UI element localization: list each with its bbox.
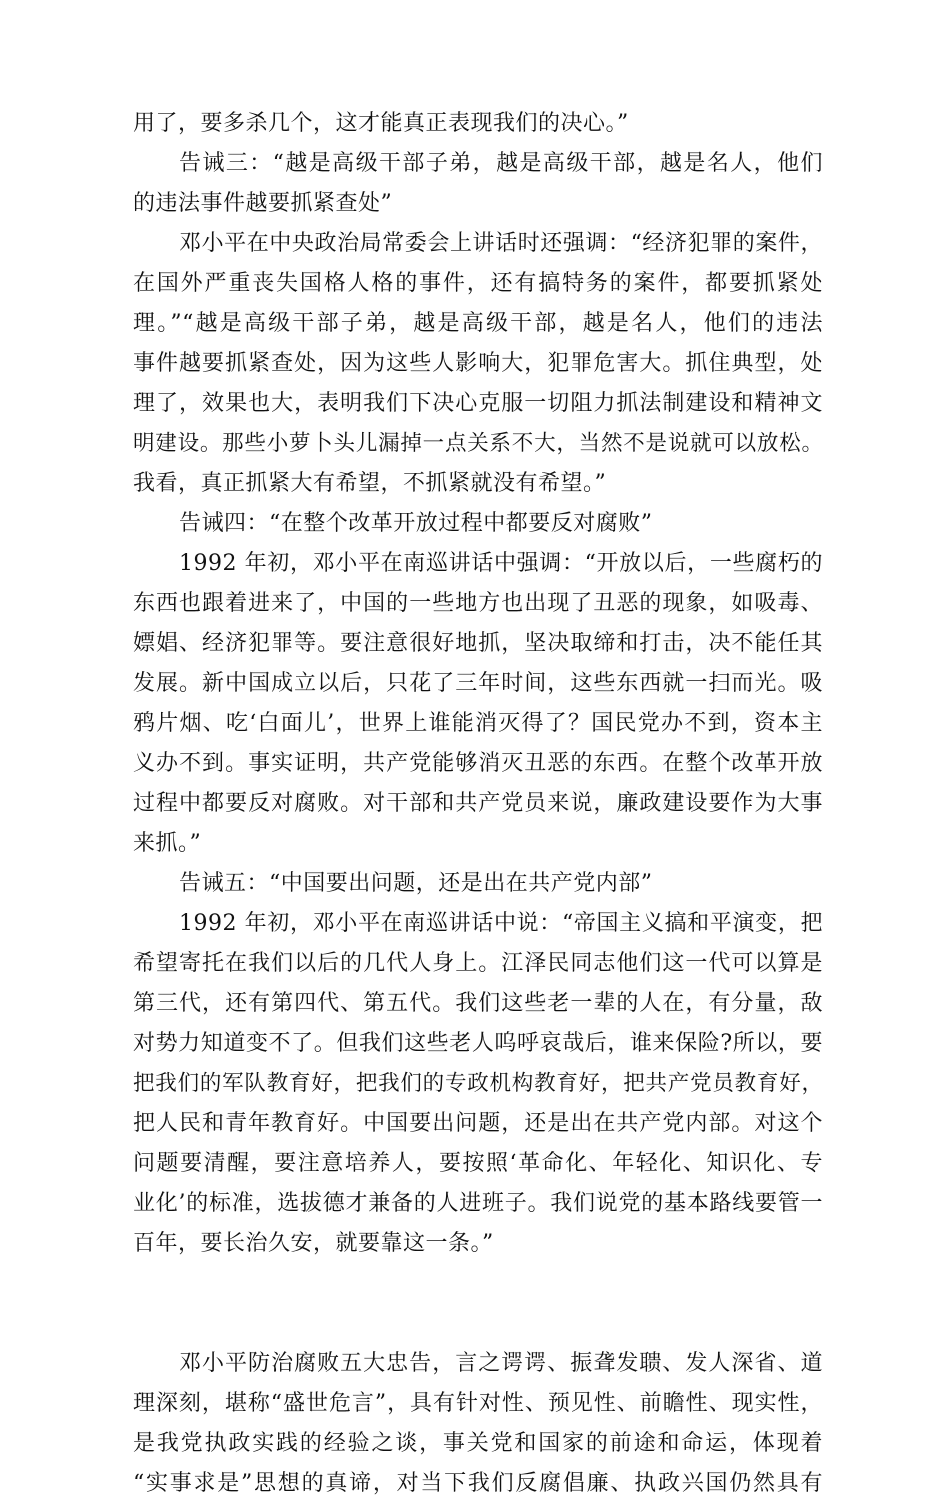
text-line: 明建设。那些小萝卜头儿漏掉一点关系不大，当然不是说就可以放松。 — [133, 431, 823, 456]
text-line: 告诫三：“越是高级干部子弟，越是高级干部，越是名人，他们 — [179, 151, 823, 176]
text-line: 来抓。” — [133, 831, 202, 856]
paragraph-gap — [133, 1264, 823, 1344]
text-line: 鸦片烟、吃‘白面儿’，世界上谁能消灭得了？国民党办不到，资本主 — [133, 711, 823, 736]
text-line: 问题要清醒，要注意培养人，要按照‘革命化、年轻化、知识化、专 — [133, 1151, 823, 1176]
document-body — [133, 104, 823, 1504]
text-line: 把人民和青年教育好。中国要出问题，还是出在共产党内部。对这个 — [133, 1111, 823, 1136]
text-line: 义办不到。事实证明，共产党能够消灭丑恶的东西。在整个改革开放 — [133, 751, 823, 776]
text-line: 东西也跟着进来了，中国的一些地方也出现了丑恶的现象，如吸毒、 — [133, 591, 823, 616]
text-line: 把我们的军队教育好，把我们的专政机构教育好，把共产党员教育好， — [133, 1071, 823, 1096]
text-line: 过程中都要反对腐败。对干部和共产党员来说，廉政建设要作为大事 — [133, 791, 823, 816]
text-line: 在国外严重丧失国格人格的事件，还有搞特务的案件，都要抓紧处 — [133, 271, 823, 296]
text-line: 发展。新中国成立以后，只花了三年时间，这些东西就一扫而光。吸 — [133, 671, 823, 696]
text-line: 百年，要长治久安，就要靠这一条。” — [133, 1231, 494, 1256]
text-line: 第三代，还有第四代、第五代。我们这些老一辈的人在，有分量，敌 — [133, 991, 823, 1016]
text-line: 1992 年初，邓小平在南巡讲话中说：“帝国主义搞和平演变，把 — [179, 911, 823, 936]
text-line: 理。”“越是高级干部子弟，越是高级干部，越是名人，他们的违法 — [133, 311, 823, 336]
text-line: 我看，真正抓紧大有希望，不抓紧就没有希望。” — [133, 471, 607, 496]
text-line: 用了，要多杀几个，这才能真正表现我们的决心。” — [133, 111, 629, 136]
text-line: 告诫四：“在整个改革开放过程中都要反对腐败” — [179, 511, 653, 536]
text-line: 邓小平在中央政治局常委会上讲话时还强调：“经济犯罪的案件， — [179, 231, 823, 256]
text-line: 是我党执政实践的经验之谈，事关党和国家的前途和命运，体现着 — [133, 1431, 823, 1456]
text-line: 事件越要抓紧查处，因为这些人影响大，犯罪危害大。抓住典型，处 — [133, 351, 823, 376]
text-line: 嫖娼、经济犯罪等。要注意很好地抓，坚决取缔和打击，决不能任其 — [133, 631, 823, 656]
text-line: 希望寄托在我们以后的几代人身上。江泽民同志他们这一代可以算是 — [133, 951, 823, 976]
text-line: 1992 年初，邓小平在南巡讲话中强调：“开放以后，一些腐朽的 — [179, 551, 823, 576]
text-line: 理深刻，堪称“盛世危言”，具有针对性、预见性、前瞻性、现实性， — [133, 1391, 823, 1416]
text-line: 的违法事件越要抓紧查处” — [133, 191, 393, 216]
text-line: 邓小平防治腐败五大忠告，言之谔谔、振聋发聩、发人深省、道 — [179, 1351, 823, 1376]
text-line: 业化’的标准，选拔德才兼备的人进班子。我们说党的基本路线要管一 — [133, 1191, 823, 1216]
text-line: 理了，效果也大，表明我们下决心克服一切阻力抓法制建设和精神文 — [133, 391, 823, 416]
text-line: 告诫五：“中国要出问题，还是出在共产党内部” — [179, 871, 653, 896]
text-line: “实事求是”思想的真谛，对当下我们反腐倡廉、执政兴国仍然具有 — [133, 1471, 823, 1496]
text-line: 对势力知道变不了。但我们这些老人呜呼哀哉后，谁来保险?所以，要 — [133, 1031, 823, 1056]
